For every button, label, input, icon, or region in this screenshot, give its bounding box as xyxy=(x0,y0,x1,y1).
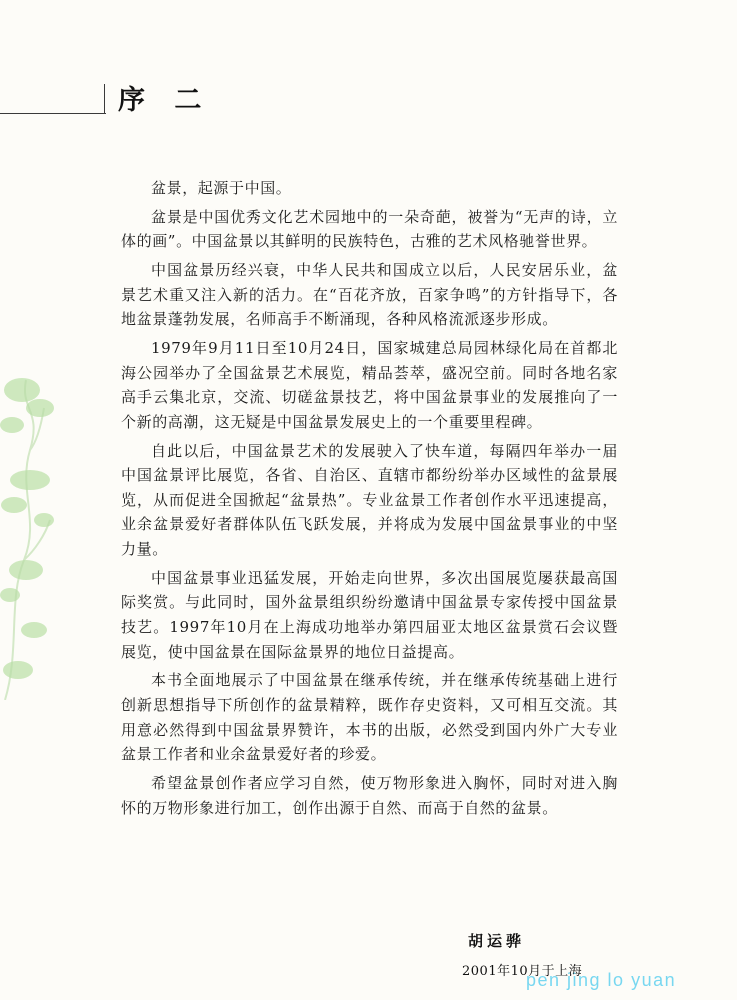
date-line: 2001年10月于上海 xyxy=(462,964,583,979)
paragraph: 本书全面地展示了中国盆景在继承传统，并在继承传统基础上进行创新思想指导下所创作的盆景精粹，既作存史资料，又可相互交流。其用意必然得到中国盆景界赞许，本书的出版，必然受到国内外广大专业盆景工作者和业余盆景爱好者的珍爱。 xyxy=(121,671,618,764)
heading-rule-horizontal xyxy=(0,113,106,114)
watermark: pen jing lo yuan xyxy=(526,970,677,990)
preface-body xyxy=(121,176,618,824)
page-title: 序 二 xyxy=(118,85,212,116)
paragraph: 自此以后，中国盆景艺术的发展驶入了快车道，每隔四年举办一届中国盆景评比展览，各省、自治区、直辖市都纷纷举办区域性的盆景展览，从而促进全国掀起“盆景热”。专业盆景工作者创作水平迅速提高，业余盆景爱好者群体队伍飞跃发展，并将成为发展中国盆景事业的中坚力量。 xyxy=(121,441,618,559)
paragraph: 1979年9月11日至10月24日，国家城建总局园林绿化局在首都北海公园举办了全国盆景艺术展览，精品荟萃，盛况空前。同时各地名家高手云集北京，交流、切磋盆景技艺，将中国盆景事业的发展推向了一个新的高潮，这无疑是中国盆景发展史上的一个重要里程碑。 xyxy=(121,339,618,431)
paragraph: 希望盆景创作者应学习自然，使万物形象进入胸怀，同时对进入胸怀的万物形象进行加工，创作出源于自然、而高于自然的盆景。 xyxy=(121,773,618,817)
author-signature: 胡运骅 xyxy=(468,932,526,950)
paragraph: 中国盆景事业迅猛发展，开始走向世界，多次出国展览屡获最高国际奖赏。与此同时，国外盆景组织纷纷邀请中国盆景专家传授中国盆景技艺。1997年10月在上海成功地举办第四届亚太地区盆景赏石会议暨展览，使中国盆景在国际盆景界的地位日益提高。 xyxy=(121,568,618,661)
paragraph: 中国盆景历经兴衰，中华人民共和国成立以后，人民安居乐业，盆景艺术重又注入新的活力。在“百花齐放，百家争鸣”的方针指导下，各地盆景蓬勃发展，名师高手不断涌现，各种风格流派逐步形成。 xyxy=(121,261,618,329)
paragraph: 盆景，起源于中国。 xyxy=(151,179,292,197)
paragraph: 盆景是中国优秀文化艺术园地中的一朵奇葩，被誉为“无声的诗，立体的画”。中国盆景以其鲜明的民族特色，古雅的艺术风格驰誉世界。 xyxy=(121,207,618,251)
bonsai-decoration-image xyxy=(0,370,70,700)
heading-rule-vertical xyxy=(104,84,105,114)
